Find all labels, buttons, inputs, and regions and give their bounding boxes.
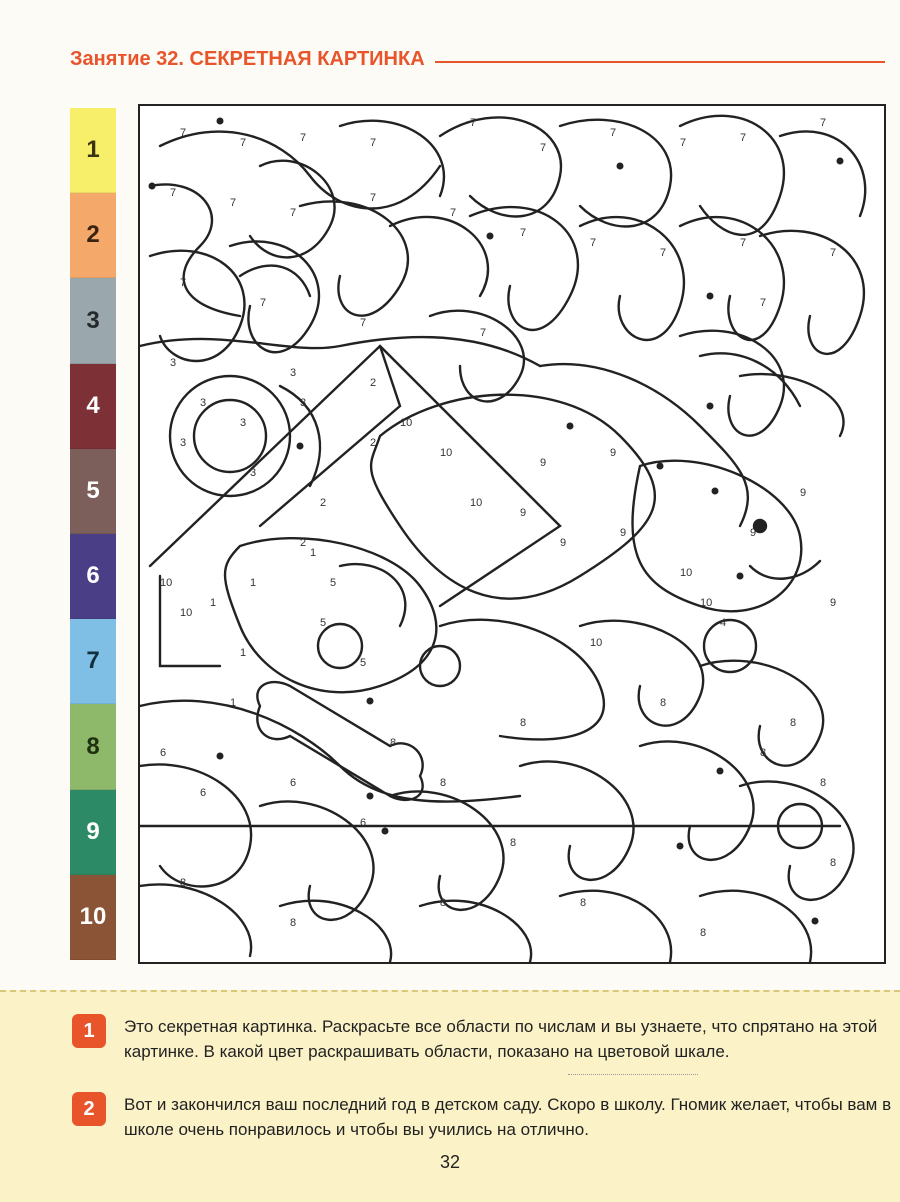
region-number: 8 <box>820 777 827 789</box>
task-1-text: Это секретная картинка. Раскрасьте все области по числам и вы узнаете, что спрятано на этой картинке. В какой цвет раскрашивать области, показано на цветовой шкале. <box>124 1017 878 1061</box>
region-number: 2 <box>370 437 377 449</box>
region-number: 5 <box>360 657 367 669</box>
region-number: 4 <box>720 617 727 629</box>
region-number: 2 <box>320 497 327 509</box>
swirl-end-dot <box>707 293 714 300</box>
color-scale-swatch-6: 6 <box>70 534 116 619</box>
region-number: 10 <box>680 567 693 579</box>
region-number: 10 <box>160 577 173 589</box>
region-number: 5 <box>330 577 337 589</box>
color-scale-swatch-8: 8 <box>70 704 116 789</box>
region-number: 6 <box>200 787 207 799</box>
region-number: 7 <box>300 132 307 144</box>
region-number: 3 <box>180 437 187 449</box>
region-number: 3 <box>170 357 177 369</box>
region-number: 8 <box>660 697 667 709</box>
color-scale-swatch-1: 1 <box>70 108 116 193</box>
region-number: 8 <box>790 717 797 729</box>
task-2-badge: 2 <box>72 1092 106 1126</box>
region-number: 7 <box>240 137 247 149</box>
region-number: 8 <box>760 747 767 759</box>
region-number: 3 <box>200 397 207 409</box>
color-scale-swatch-10: 10 <box>70 875 116 960</box>
color-scale-swatch-4: 4 <box>70 364 116 449</box>
swirl-end-dot <box>717 768 724 775</box>
region-number: 7 <box>590 237 597 249</box>
region-number: 7 <box>760 297 767 309</box>
region-number: 7 <box>360 317 367 329</box>
task-1 <box>72 1014 894 1064</box>
task-1-badge: 1 <box>72 1014 106 1048</box>
color-scale-swatch-3: 3 <box>70 278 116 363</box>
swirl-end-dot <box>812 918 819 925</box>
region-number: 10 <box>470 497 483 509</box>
secret-picture-drawing <box>140 106 884 962</box>
region-number: 3 <box>240 417 247 429</box>
region-number: 9 <box>750 527 757 539</box>
region-number: 9 <box>540 457 547 469</box>
region-number: 9 <box>560 537 567 549</box>
region-number: 7 <box>830 247 837 259</box>
swirl-end-dot <box>367 793 374 800</box>
region-number: 10 <box>180 607 193 619</box>
secret-picture <box>138 104 886 964</box>
region-number: 6 <box>360 817 367 829</box>
region-number: 10 <box>700 597 713 609</box>
page-number: 32 <box>439 1152 461 1172</box>
region-number: 7 <box>470 117 477 129</box>
region-number: 10 <box>440 447 453 459</box>
region-number: 8 <box>390 737 397 749</box>
region-number: 7 <box>660 247 667 259</box>
region-number: 1 <box>250 577 257 589</box>
swirl-end-dot <box>149 183 156 190</box>
region-number: 3 <box>300 397 307 409</box>
region-number: 3 <box>290 367 297 379</box>
region-number: 7 <box>450 207 457 219</box>
region-number: 7 <box>610 127 617 139</box>
region-number: 6 <box>290 777 297 789</box>
swirl-end-dot <box>837 158 844 165</box>
region-number: 7 <box>540 142 547 154</box>
region-number: 7 <box>740 132 747 144</box>
region-number: 7 <box>740 237 747 249</box>
region-number: 8 <box>180 877 187 889</box>
region-number: 8 <box>580 897 587 909</box>
swirl-end-dot <box>382 828 389 835</box>
task-2-text: Вот и закончился ваш последний год в детском саду. Скоро в школу. Гномик желает, чтобы вам в школе очень понравилось и чтобы вы учились на отлично. <box>124 1095 892 1139</box>
region-number: 7 <box>370 192 377 204</box>
swirl-end-dot <box>657 463 664 470</box>
region-number: 3 <box>250 467 257 479</box>
swirl-end-dot <box>737 573 744 580</box>
color-scale-swatch-9: 9 <box>70 790 116 875</box>
region-number: 7 <box>230 197 237 209</box>
region-number: 7 <box>370 137 377 149</box>
region-number: 7 <box>180 127 187 139</box>
region-number: 7 <box>680 137 687 149</box>
swirl-end-dot <box>617 163 624 170</box>
region-number: 7 <box>480 327 487 339</box>
region-number: 10 <box>400 417 413 429</box>
region-number: 7 <box>820 117 827 129</box>
region-number: 8 <box>440 777 447 789</box>
region-number: 6 <box>160 747 167 759</box>
region-number: 7 <box>520 227 527 239</box>
swirl-end-dot <box>487 233 494 240</box>
region-number: 9 <box>610 447 617 459</box>
region-number: 10 <box>590 637 603 649</box>
color-scale-swatch-5: 5 <box>70 449 116 534</box>
region-number: 1 <box>230 697 237 709</box>
region-number: 7 <box>170 187 177 199</box>
color-scale-swatch-2: 2 <box>70 193 116 278</box>
region-number: 7 <box>180 277 187 289</box>
region-number: 7 <box>290 207 297 219</box>
region-number: 1 <box>310 547 317 559</box>
region-number: 9 <box>800 487 807 499</box>
region-number: 7 <box>260 297 267 309</box>
swirl-end-dot <box>567 423 574 430</box>
swirl-end-dot <box>217 753 224 760</box>
region-number: 8 <box>440 897 447 909</box>
region-number: 8 <box>290 917 297 929</box>
task-2 <box>72 1092 894 1142</box>
region-number: 1 <box>210 597 217 609</box>
region-number: 2 <box>370 377 377 389</box>
color-scale <box>70 108 116 960</box>
header-rule <box>435 61 885 63</box>
answer-line <box>568 1074 698 1075</box>
region-number: 1 <box>240 647 247 659</box>
swirl-end-dot <box>367 698 374 705</box>
lesson-header <box>70 44 885 74</box>
region-number: 5 <box>320 617 327 629</box>
region-number: 8 <box>520 717 527 729</box>
region-number: 8 <box>510 837 517 849</box>
region-number: 2 <box>300 537 307 549</box>
region-number: 9 <box>830 597 837 609</box>
region-number: 9 <box>520 507 527 519</box>
region-number: 9 <box>620 527 627 539</box>
swirl-end-dot <box>297 443 304 450</box>
region-number: 8 <box>700 927 707 939</box>
swirl-end-dot <box>677 843 684 850</box>
swirl-end-dot <box>217 118 224 125</box>
lesson-title: Занятие 32. СЕКРЕТНАЯ КАРТИНКА <box>70 47 425 70</box>
region-number: 8 <box>830 857 837 869</box>
swirl-end-dot <box>712 488 719 495</box>
swirl-end-dot <box>707 403 714 410</box>
color-scale-swatch-7: 7 <box>70 619 116 704</box>
